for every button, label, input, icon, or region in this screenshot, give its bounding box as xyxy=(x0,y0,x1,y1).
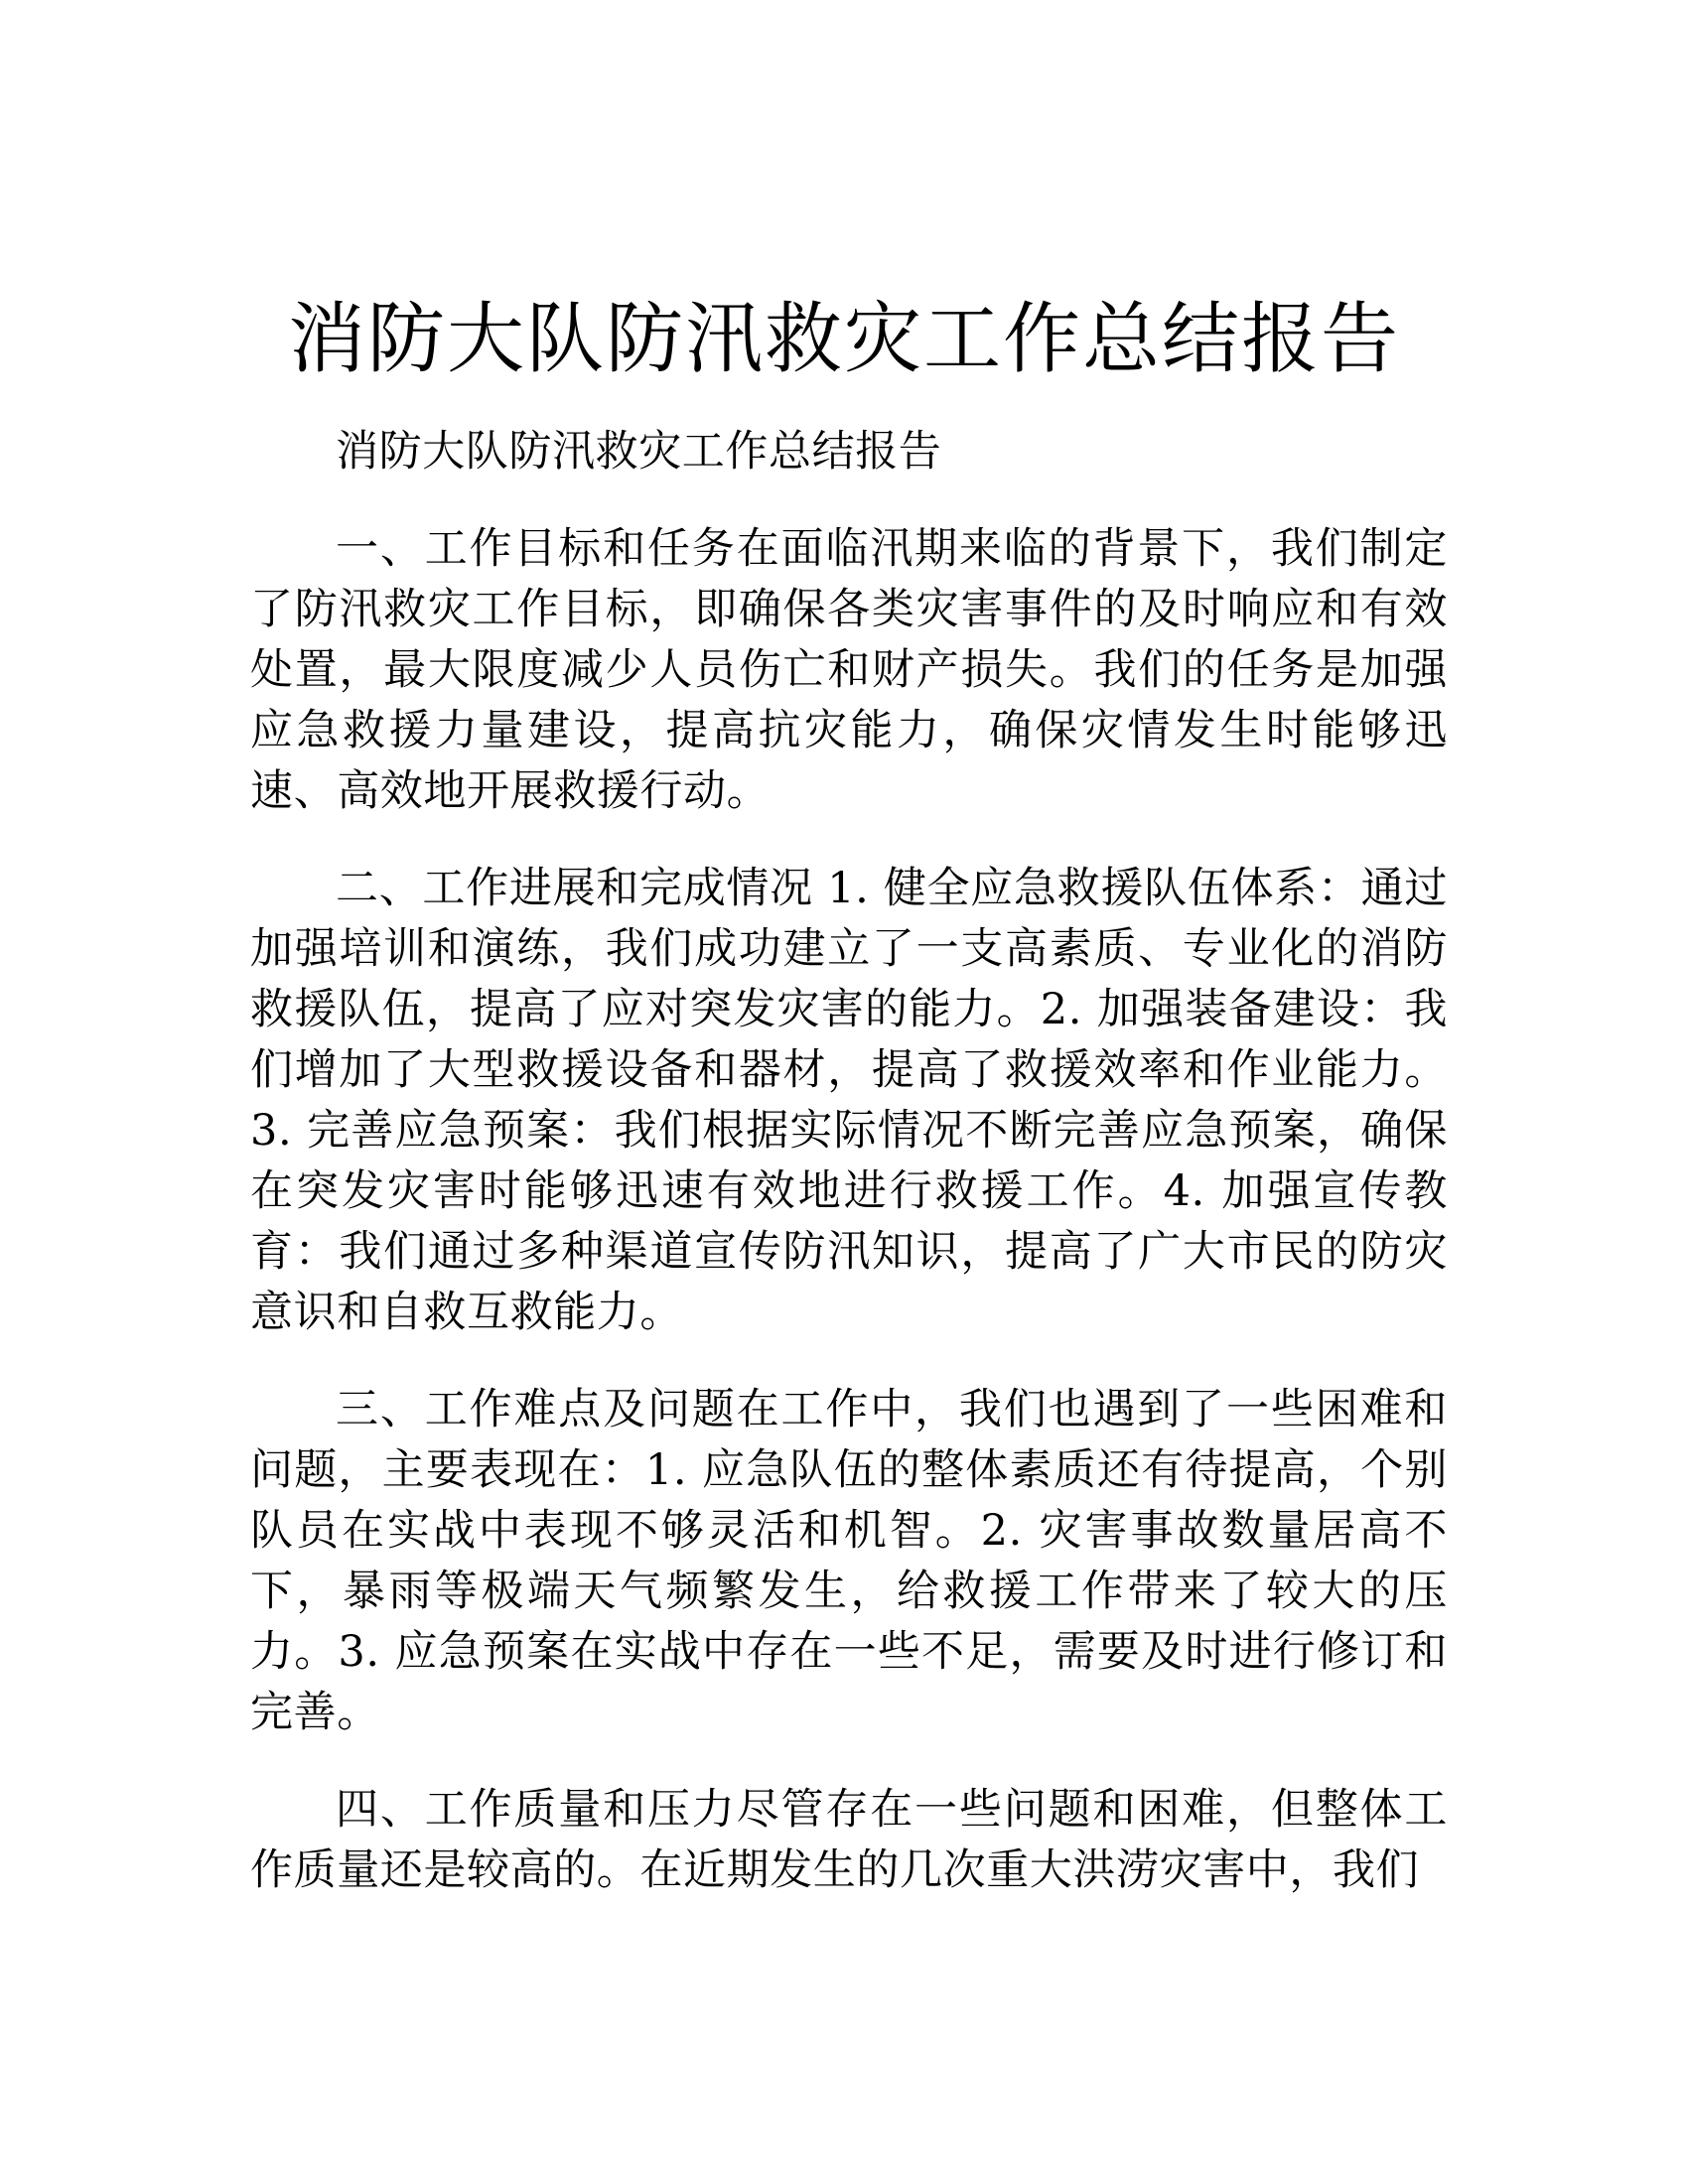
paragraph-difficulties: 三、工作难点及问题在工作中，我们也遇到了一些困难和问题，主要表现在：1. 应急队伍的整体素质还有待提高，个别队员在实战中表现不够灵活和机智。2. 灾害事故数量居高不下，暴雨等极端天气频繁发生，给救援工作带来了较大的压力。3. 应急预案在实战中存在一些不足，需要及时进行修订和完善。 xyxy=(250,1385,1448,1737)
paragraph-goals: 一、工作目标和任务在面临汛期来临的背景下，我们制定了防汛救灾工作目标，即确保各类灾害事件的及时响应和有效处置，最大限度减少人员伤亡和财产损失。我们的任务是加强应急救援力量建设，提高抗灾能力，确保灾情发生时能够迅速、高效地开展救援行动。 xyxy=(250,524,1448,816)
paragraph-quality: 四、工作质量和压力尽管存在一些问题和困难，但整体工作质量还是较高的。在近期发生的几次重大洪涝灾害中，我们 xyxy=(250,1785,1448,1895)
paragraph-progress: 二、工作进展和完成情况 1. 健全应急救援队伍体系：通过加强培训和演练，我们成功建立了一支高素质、专业化的消防救援队伍，提高了应对突发灾害的能力。2. 加强装备建设：我们增加了大型救援设备和器材，提高了救援效率和作业能力。3. 完善应急预案：我们根据实际情况不断完善应急预案，确保在突发灾害时能够迅速有效地进行救援工作。4. 加强宣传教育：我们通过多种渠道宣传防汛知识，提高了广大市民的防灾意识和自救互救能力。 xyxy=(250,864,1448,1337)
paragraph-subtitle: 消防大队防汛救灾工作总结报告 xyxy=(336,427,942,477)
document-title: 消防大队防汛救灾工作总结报告 xyxy=(287,295,1400,384)
document-body xyxy=(250,422,1448,1901)
